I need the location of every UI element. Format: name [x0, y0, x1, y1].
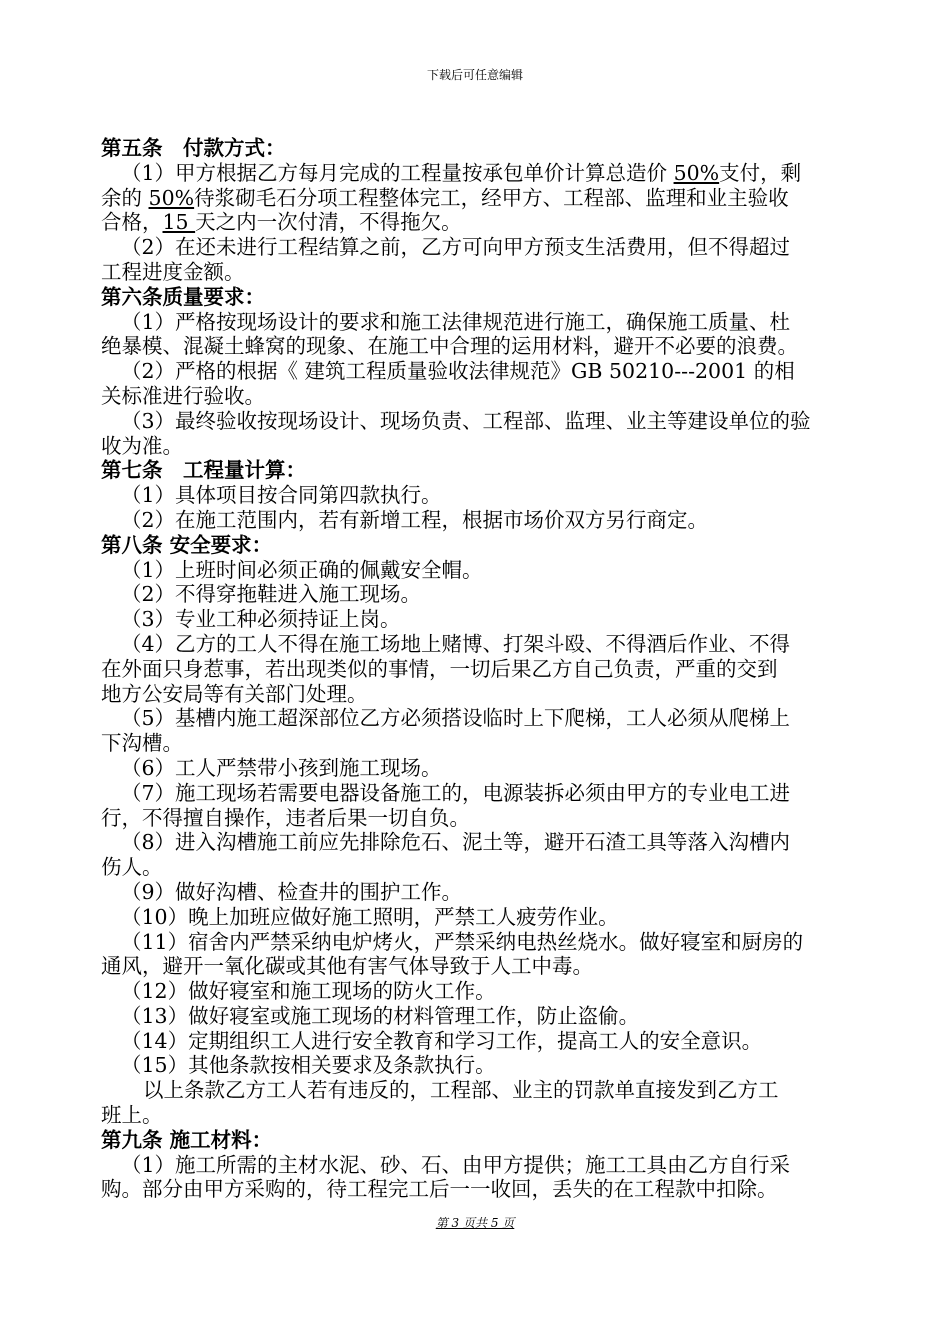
text-segment: （1）上班时间必须正确的佩戴安全帽。 — [121, 557, 483, 582]
text-segment: 支付，剩 — [719, 160, 802, 185]
paragraph-line — [101, 1103, 863, 1128]
underlined-value: 50% — [673, 160, 720, 185]
paragraph-line — [101, 657, 863, 682]
text-segment: 第六条质量要求： — [101, 284, 265, 309]
text-segment: 天之内一次付清，不得拖欠。 — [195, 210, 462, 235]
paragraph-line — [101, 161, 863, 186]
paragraph-line — [101, 706, 863, 731]
paragraph-line — [101, 954, 863, 979]
text-segment: 合格， — [101, 210, 163, 235]
text-segment: 在外面只身惹事，若出现类似的事情，一切后果乙方自己负责，严重的交到 — [101, 656, 778, 681]
text-segment: 余的 — [101, 185, 149, 210]
text-segment: 关标准进行验收。 — [101, 383, 265, 408]
article-heading — [101, 1128, 863, 1153]
paragraph-line — [101, 334, 863, 359]
paragraph-line — [101, 756, 863, 781]
text-segment: （12）做好寝室和施工现场的防火工作。 — [121, 979, 496, 1004]
paragraph-line — [101, 434, 863, 459]
paragraph-line — [101, 1177, 863, 1202]
text-segment: 第八条 安全要求： — [101, 532, 273, 557]
paragraph-line — [101, 260, 863, 285]
document-body — [101, 136, 863, 1202]
paragraph-line — [101, 607, 863, 632]
text-segment: （9）做好沟槽、检查井的围护工作。 — [121, 879, 463, 904]
article-heading — [101, 136, 863, 161]
text-segment: （2）不得穿拖鞋进入施工现场。 — [121, 582, 422, 607]
underlined-value: 15 — [162, 210, 196, 235]
paragraph-line — [101, 830, 863, 855]
text-segment: 伤人。 — [101, 855, 163, 880]
paragraph-line — [101, 880, 863, 905]
paragraph-line — [101, 1078, 863, 1103]
text-segment: （8）进入沟槽施工前应先排除危石、泥土等，避开石渣工具等落入沟槽内 — [121, 830, 791, 855]
paragraph-line — [101, 508, 863, 533]
text-segment: 行，不得擅自操作，违者后果一切自负。 — [101, 805, 470, 830]
text-segment: （13）做好寝室或施工现场的材料管理工作，防止盗偷。 — [121, 1003, 640, 1028]
paragraph-line — [101, 210, 863, 235]
paragraph-line — [101, 558, 863, 583]
text-segment: （2）在施工范围内，若有新增工程，根据市场价双方另行商定。 — [121, 507, 709, 532]
text-segment: （6）工人严禁带小孩到施工现场。 — [121, 755, 442, 780]
text-segment: （1）具体项目按合同第四款执行。 — [121, 483, 442, 508]
text-segment: （10）晚上加班应做好施工照明，严禁工人疲劳作业。 — [121, 904, 619, 929]
paragraph-line — [101, 1053, 863, 1078]
text-segment: （1）施工所需的主材水泥、砂、石、由甲方提供；施工工具由乙方自行采 — [121, 1152, 791, 1177]
paragraph-line — [101, 781, 863, 806]
paragraph-line — [101, 384, 863, 409]
article-heading — [101, 458, 863, 483]
text-segment: 通风，避开一氧化碳或其他有害气体导致于人工中毒。 — [101, 954, 593, 979]
paragraph-line — [101, 979, 863, 1004]
page-footer: 第 3 页共 5 页 — [435, 1216, 515, 1230]
text-segment: （3）最终验收按现场设计、现场负责、工程部、监理、业主等建设单位的验 — [121, 408, 811, 433]
paragraph-line — [101, 186, 863, 211]
text-segment: （2）在还未进行工程结算之前，乙方可向甲方预支生活费用，但不得超过 — [121, 235, 791, 260]
text-segment: （7）施工现场若需要电器设备施工的，电源装拆必须由甲方的专业电工进 — [121, 780, 791, 805]
page-header: 下载后可任意编辑 — [426, 68, 523, 82]
paragraph-line — [101, 582, 863, 607]
text-segment: （11）宿舍内严禁采纳电炉烤火，严禁采纳电热丝烧水。做好寝室和厨房的 — [121, 929, 804, 954]
paragraph-line — [101, 731, 863, 756]
paragraph-line — [101, 310, 863, 335]
text-segment: （2）严格的根据《 建筑工程质量验收法律规范》GB 50210---2001 的相 — [121, 359, 795, 384]
text-segment: 第九条 施工材料： — [101, 1127, 273, 1152]
text-segment: 班上。 — [101, 1103, 163, 1128]
paragraph-line — [101, 905, 863, 930]
text-segment: 以上条款乙方工人若有违反的，工程部、业主的罚款单直接发到乙方工 — [143, 1078, 779, 1103]
text-segment: 地方公安局等有关部门处理。 — [101, 681, 368, 706]
paragraph-line — [101, 1004, 863, 1029]
paragraph-line — [101, 682, 863, 707]
text-segment: 购。部分由甲方采购的，待工程完工后一一收回，丢失的在工程款中扣除。 — [101, 1177, 778, 1202]
paragraph-line — [101, 855, 863, 880]
text-segment: 待浆砌毛石分项工程整体完工，经甲方、工程部、监理和业主验收 — [194, 185, 789, 210]
underlined-value: 50% — [148, 185, 195, 210]
paragraph-line — [101, 235, 863, 260]
article-heading — [101, 533, 863, 558]
paragraph-line — [101, 632, 863, 657]
text-segment: （14）定期组织工人进行安全教育和学习工作，提高工人的安全意识。 — [121, 1028, 763, 1053]
text-segment: （3）专业工种必须持证上岗。 — [121, 607, 401, 632]
paragraph-line — [101, 930, 863, 955]
paragraph-line — [101, 409, 863, 434]
paragraph-line — [101, 806, 863, 831]
text-segment: 收为准。 — [101, 433, 183, 458]
paragraph-line — [101, 483, 863, 508]
text-segment: （1）严格按现场设计的要求和施工法律规范进行施工，确保施工质量、杜 — [121, 309, 791, 334]
text-segment: （15）其他条款按相关要求及条款执行。 — [121, 1053, 496, 1078]
text-segment: 第五条 付款方式： — [101, 136, 286, 160]
text-segment: 第七条 工程量计算： — [101, 458, 306, 483]
text-segment: 工程进度金额。 — [101, 259, 245, 284]
text-segment: （5）基槽内施工超深部位乙方必须搭设临时上下爬梯，工人必须从爬梯上 — [121, 706, 791, 731]
text-segment: （1）甲方根据乙方每月完成的工程量按承包单价计算总造价 — [121, 160, 674, 185]
paragraph-line — [101, 1029, 863, 1054]
article-heading — [101, 285, 863, 310]
paragraph-line — [101, 1153, 863, 1178]
paragraph-line — [101, 359, 863, 384]
text-segment: 下沟槽。 — [101, 731, 183, 756]
text-segment: （4）乙方的工人不得在施工场地上赌博、打架斗殴、不得酒后作业、不得 — [121, 631, 791, 656]
text-segment: 绝暴模、混凝土蜂窝的现象、在施工中合理的运用材料，避开不必要的浪费。 — [101, 334, 798, 359]
